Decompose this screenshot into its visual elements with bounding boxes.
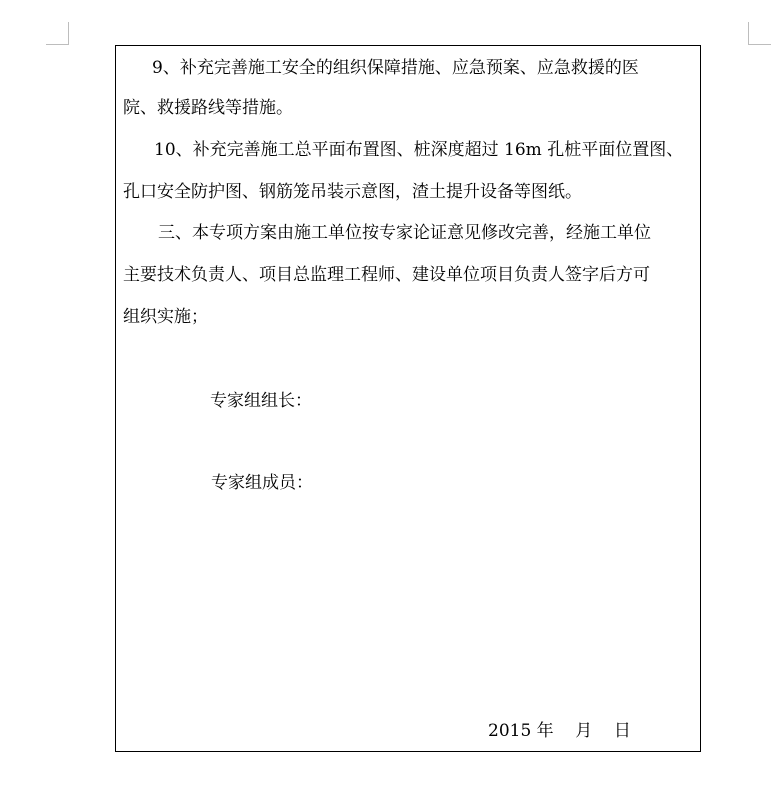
signature-date <box>488 720 631 742</box>
paragraph-line-2: 院、救援路线等措施。 <box>123 98 293 118</box>
page-corner-mark-top-right <box>748 22 771 45</box>
page-corner-mark-top-left <box>46 22 69 45</box>
paragraph-line-5: 三、本专项方案由施工单位按专家论证意见修改完善，经施工单位 <box>158 223 651 243</box>
paragraph-line-4: 孔口安全防护图、钢筋笼吊装示意图，渣土提升设备等图纸。 <box>123 182 582 202</box>
date-month-unit: 月 <box>575 721 593 741</box>
paragraph-line-1: 9、补充完善施工安全的组织保障措施、应急预案、应急救援的医 <box>152 58 639 78</box>
date-year-unit: 年 <box>536 721 554 741</box>
paragraph-line-6: 主要技术负责人、项目总监理工程师、建设单位项目负责人签字后方可 <box>123 265 650 285</box>
date-year: 2015 <box>488 721 532 741</box>
date-day-unit: 日 <box>613 721 631 741</box>
paragraph-line-7: 组织实施； <box>123 307 208 327</box>
expert-group-members-label: 专家组成员： <box>211 473 313 493</box>
expert-group-leader-label: 专家组组长： <box>210 391 312 411</box>
paragraph-line-3: 10、补充完善施工总平面布置图、桩深度超过 16m 孔桩平面位置图、 <box>154 140 684 160</box>
